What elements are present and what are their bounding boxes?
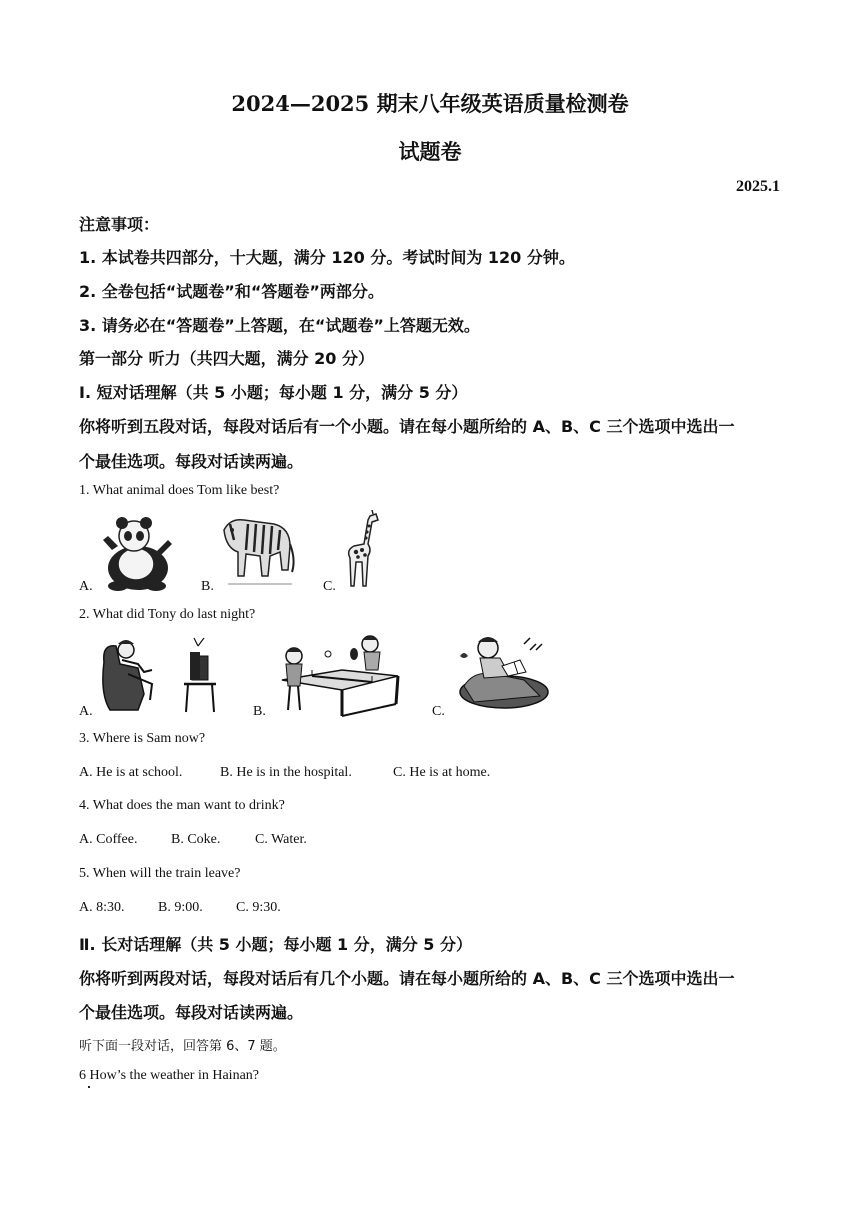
q3-option-b: B. He is in the hospital.: [220, 765, 352, 780]
q2-option-b: B.: [253, 704, 266, 719]
question-5: 5. When will the train leave?: [79, 866, 241, 881]
notes-heading: 注意事项：: [79, 215, 160, 234]
question-6: 6 How’s the weather in Hainan?: [79, 1068, 259, 1083]
reading-icon: [454, 630, 550, 712]
section2-instruction-line2: 个最佳选项。每段对话读两遍。: [79, 1003, 304, 1022]
watching-tv-icon: [98, 634, 222, 716]
q2-option-a: A.: [79, 704, 93, 719]
q3-option-a: A. He is at school.: [79, 765, 183, 780]
question-3: 3. Where is Sam now?: [79, 731, 206, 746]
listen-note: 听下面一段对话，回答第 6、7 题。: [79, 1039, 286, 1054]
q1-option-c: C.: [323, 579, 336, 594]
q4-option-a: A. Coffee.: [79, 832, 138, 847]
exam-subtitle: 试题卷: [398, 139, 462, 164]
note-item-2: 2. 全卷包括“试题卷”和“答题卷”两部分。: [79, 282, 384, 301]
section1-instruction-line1: 你将听到五段对话，每段对话后有一个小题。请在每小题所给的 A、B、C 三个选项中选出一: [79, 417, 735, 436]
question-1: 1. What animal does Tom like best?: [79, 483, 280, 498]
q4-option-c: C. Water.: [255, 832, 307, 847]
section2-instruction-line1: 你将听到两段对话，每段对话后有几个小题。请在每小题所给的 A、B、C 三个选项中选出一: [79, 969, 735, 988]
section2-heading: Ⅱ. 长对话理解（共 5 小题；每小题 1 分，满分 5 分）: [79, 935, 473, 954]
table-tennis-icon: [272, 630, 402, 720]
giraffe-icon: [340, 510, 384, 590]
question-4: 4. What does the man want to drink?: [79, 798, 285, 813]
exam-date: 2025.1: [736, 178, 780, 195]
note-item-3: 3. 请务必在“答题卷”上答题，在“试题卷”上答题无效。: [79, 316, 480, 335]
section1-instruction-line2: 个最佳选项。每段对话读两遍。: [79, 452, 304, 471]
stray-dot: [88, 1086, 90, 1088]
q4-option-b: B. Coke.: [171, 832, 221, 847]
q5-option-b: B. 9:00.: [158, 900, 203, 915]
exam-title: 2024—2025 期末八年级英语质量检测卷: [231, 91, 629, 116]
section1-heading: Ⅰ. 短对话理解（共 5 小题；每小题 1 分，满分 5 分）: [79, 383, 468, 402]
tiger-icon: [218, 510, 296, 588]
panda-icon: [98, 510, 176, 592]
note-item-1: 1. 本试卷共四部分，十大题，满分 120 分。考试时间为 120 分钟。: [79, 248, 575, 267]
q1-option-a: A.: [79, 579, 93, 594]
q3-option-c: C. He is at home.: [393, 765, 491, 780]
question-2: 2. What did Tony do last night?: [79, 607, 256, 622]
q1-option-b: B.: [201, 579, 214, 594]
part1-heading: 第一部分 听力（共四大题，满分 20 分）: [79, 349, 374, 368]
q2-option-c: C.: [432, 704, 445, 719]
q5-option-c: C. 9:30.: [236, 900, 281, 915]
q5-option-a: A. 8:30.: [79, 900, 125, 915]
